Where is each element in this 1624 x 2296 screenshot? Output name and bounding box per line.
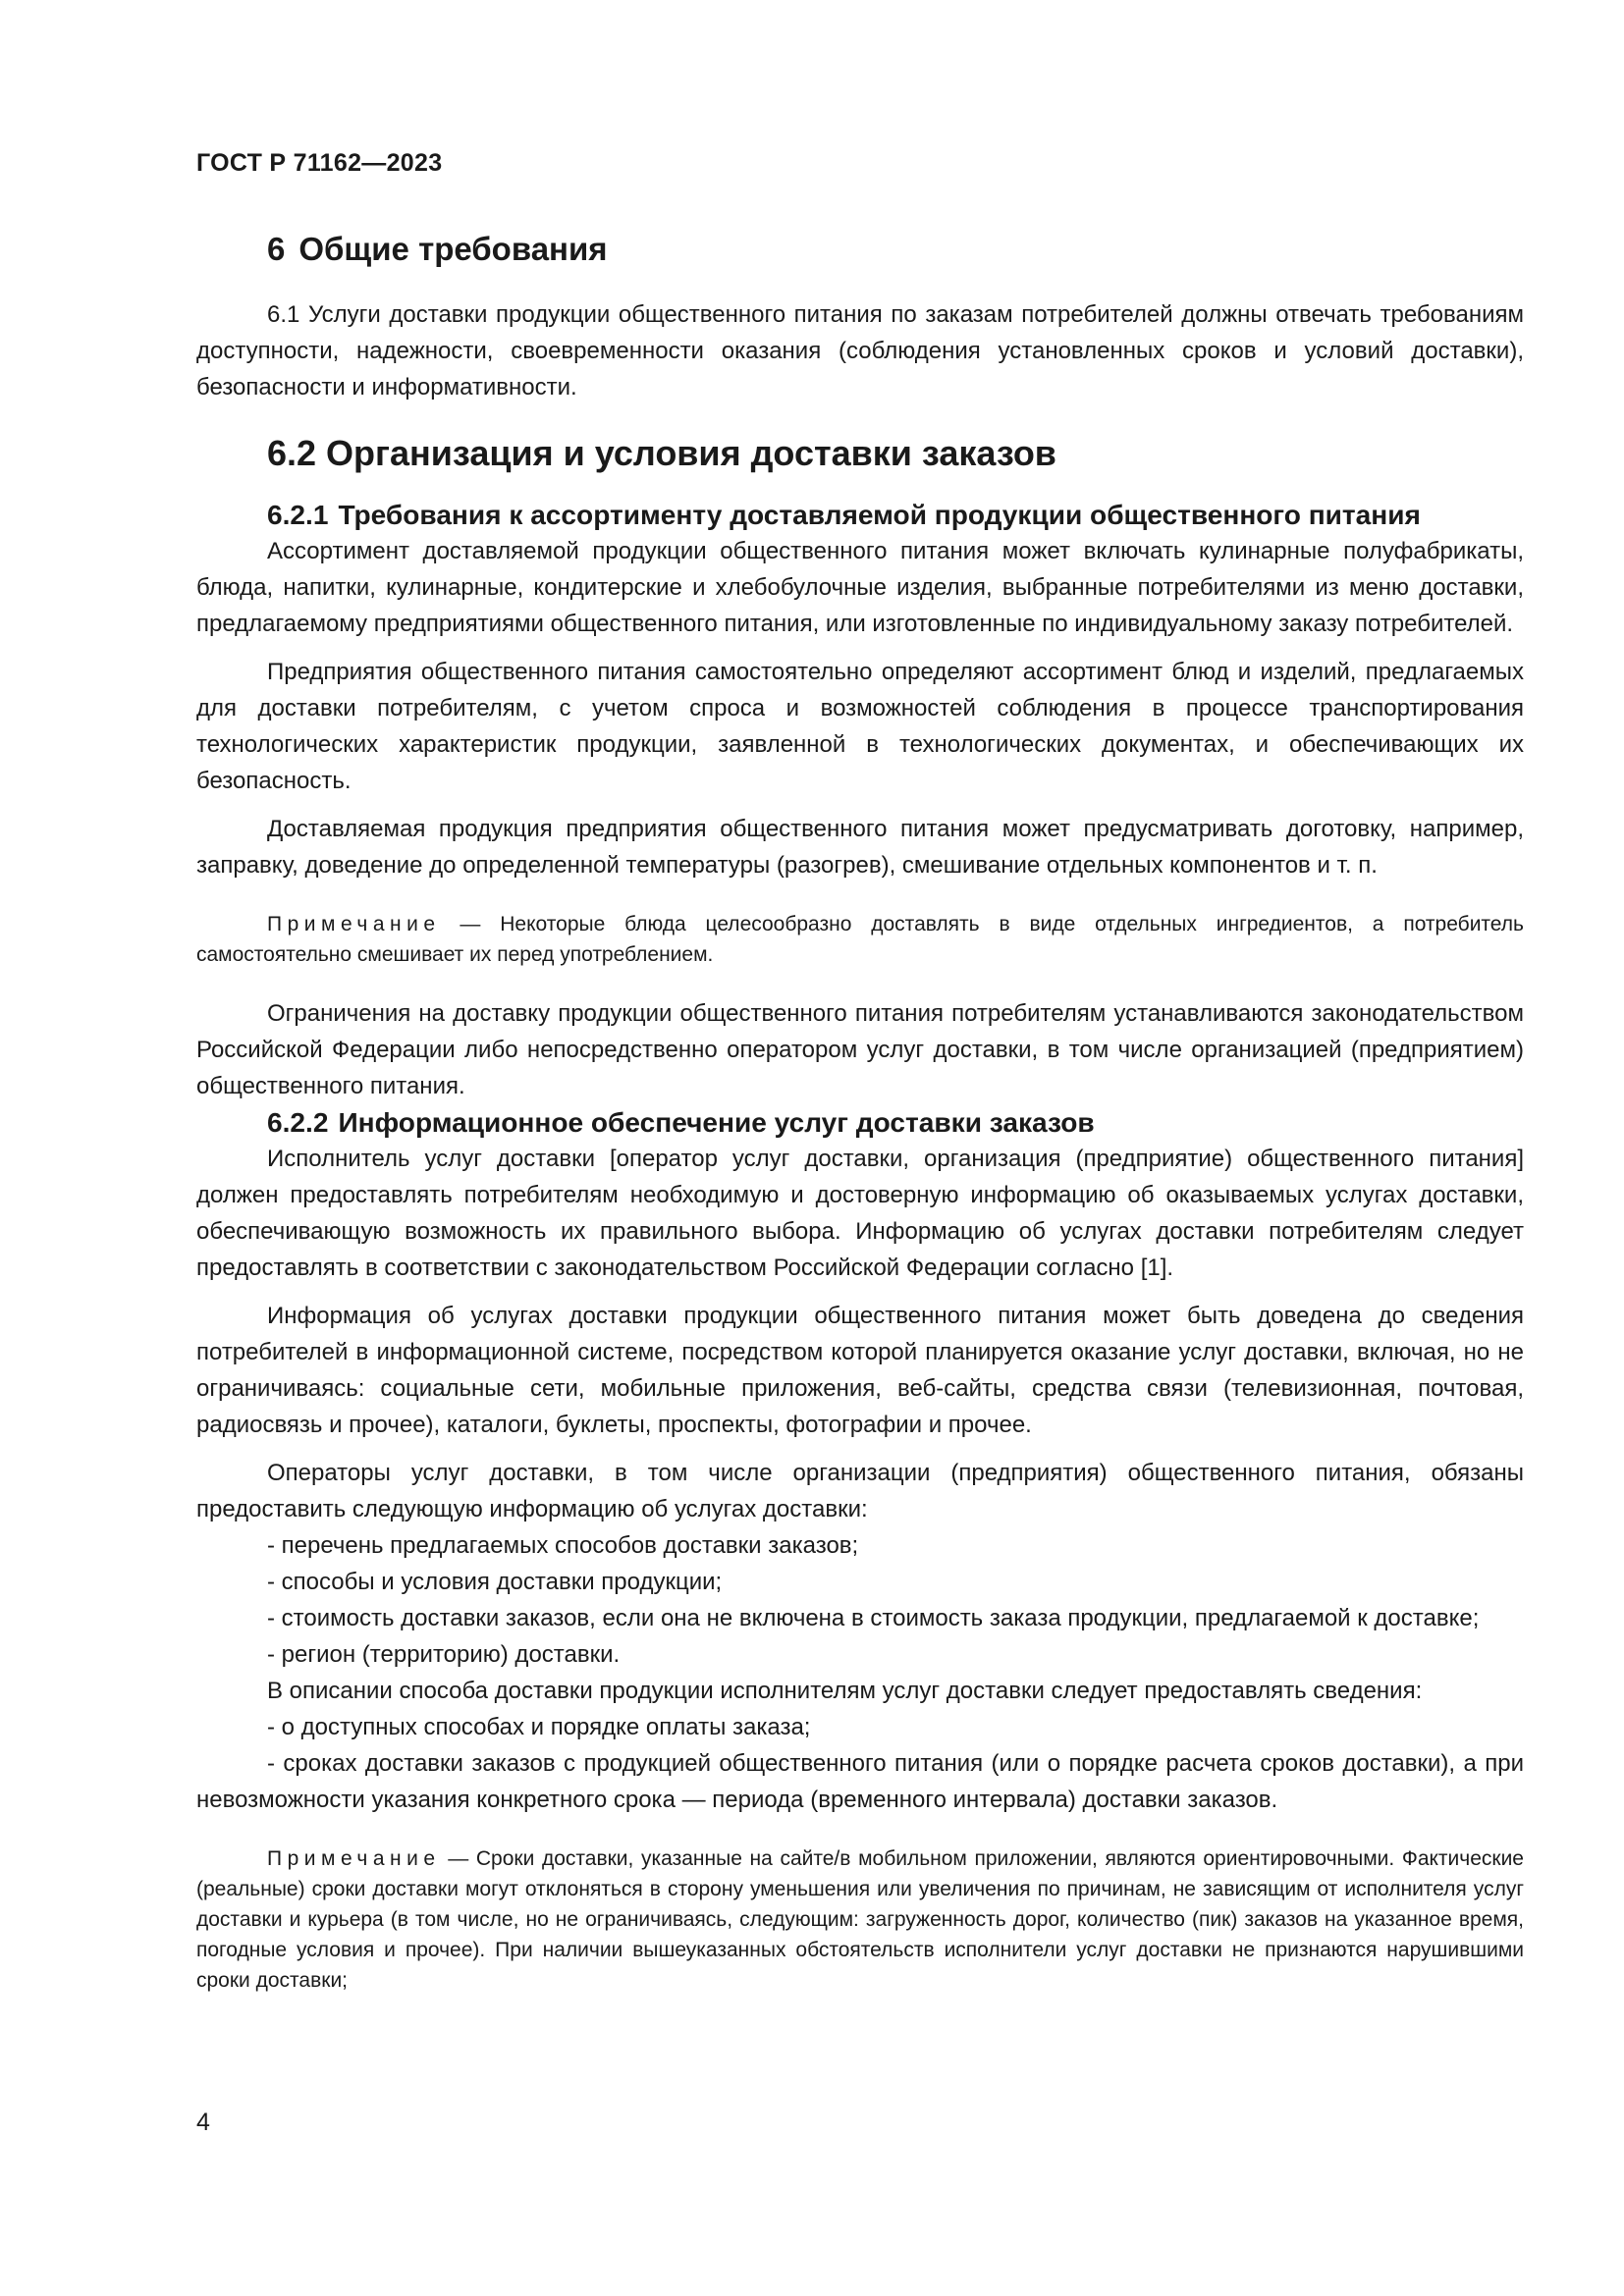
list-item: - перечень предлагаемых способов доставки заказов; xyxy=(267,1532,859,1559)
note-text: — Сроки доставки, указанные на сайте/в мобильном приложении, являются ориентировочными. Фактические (реальные) сроки доставки могут отклоняться в сторону уменьшения или увеличения по причинам, не зависящим от исполнителя услуг доставки и курьера (в том числе, но не ограничиваясь, следующим: загруженность дорог, количество (пик) заказов на указанное время, погодные условия и прочее). При наличии вышеуказанных обстоятельств исполнители услуг доставки не признаются нарушившими сроки доставки; xyxy=(196,1847,1524,1992)
subsection-6-2-1-heading xyxy=(196,497,1524,533)
paragraph-info-2: Информация об услугах доставки продукции общественного питания может быть доведена до сведения потребителей в информационной системе, посредством которой планируется оказание услуг доставки, включая, но не ограничиваясь: социальные сети, мобильные приложения, веб-сайты, средства связи (телевизионная, почтовая, радиосвязь и прочее), каталоги, буклеты, проспекты, фотографии и прочее. xyxy=(196,1303,1524,1438)
note-label: Примечание xyxy=(267,913,441,935)
note-label: Примечание xyxy=(267,1847,441,1870)
page-number: 4 xyxy=(196,2109,210,2136)
paragraph-assortment-1: Ассортимент доставляемой продукции общественного питания может включать кулинарные полуфабрикаты, блюда, напитки, кулинарные, кондитерские и хлебобулочные изделия, выбранные потребителями из меню доставки, предлагаемому предприятиями общественного питания, или изготовленные по индивидуальному заказу потребителей. xyxy=(196,538,1524,637)
paragraph-info-4: В описании способа доставки продукции исполнителям услуг доставки следует предоставлять сведения: xyxy=(267,1678,1423,1704)
document-code-header: ГОСТ Р 71162—2023 xyxy=(196,149,443,177)
section-number: 6 xyxy=(267,231,286,267)
paragraph-info-3: Операторы услуг доставки, в том числе организации (предприятия) общественного питания, обязаны предоставить следующую информацию об услугах доставки: xyxy=(196,1460,1524,1522)
section-title: Общие требования xyxy=(298,231,608,267)
subsection-6-2-heading xyxy=(196,435,1524,471)
subsection-title: Информационное обеспечение услуг доставки заказов xyxy=(338,1107,1095,1138)
subsection-title: Организация и условия доставки заказов xyxy=(326,433,1056,473)
list-item: - о доступных способах и порядке оплаты заказа; xyxy=(267,1714,811,1740)
subsection-6-2-2-heading xyxy=(196,1104,1524,1141)
list-item: - стоимость доставки заказов, если она не включена в стоимость заказа продукции, предлагаемой к доставке; xyxy=(267,1605,1480,1631)
subsection-number: 6.2 xyxy=(267,433,317,473)
note-2 xyxy=(196,1843,1524,1996)
subsection-number: 6.2.1 xyxy=(267,500,329,530)
paragraph-assortment-3: Доставляемая продукция предприятия общественного питания может предусматривать доготовку, например, заправку, доведение до определенной температуры (разогрев), смешивание отдельных компонентов и т. п. xyxy=(196,816,1524,879)
paragraph-info-1: Исполнитель услуг доставки [оператор услуг доставки, организация (предприятие) общественного питания] должен предоставлять потребителям необходимую и достоверную информацию об оказываемых услугах доставки, обеспечивающую возможность их правильного выбора. Информацию об услугах доставки потребителям следует предоставлять в соответствии с законодательством Российской Федерации согласно [1]. xyxy=(196,1146,1524,1281)
paragraph-6-1: 6.1 Услуги доставки продукции общественного питания по заказам потребителей должны отвечать требованиям доступности, надежности, своевременности оказания (соблюдения установленных сроков и условий доставки), безопасности и информативности. xyxy=(196,301,1524,400)
note-1 xyxy=(196,909,1524,970)
paragraph-assortment-2: Предприятия общественного питания самостоятельно определяют ассортимент блюд и изделий, предлагаемых для доставки потребителям, с учетом спроса и возможностей соблюдения в процессе транспортирования технологических характеристик продукции, заявленной в технологических документах, и обеспечивающих их безопасность. xyxy=(196,659,1524,794)
page-content xyxy=(196,228,1524,1996)
paragraph-restrictions: Ограничения на доставку продукции общественного питания потребителям устанавливаются законодательством Российской Федерации либо непосредственно оператором услуг доставки, в том числе организацией (предприятием) общественного питания. xyxy=(196,1000,1524,1099)
subsection-number: 6.2.2 xyxy=(267,1107,329,1138)
subsection-title: Требования к ассортименту доставляемой продукции общественного питания xyxy=(338,500,1421,530)
list-item: - способы и условия доставки продукции; xyxy=(267,1569,723,1595)
note-text: — Некоторые блюда целесообразно доставлять в виде отдельных ингредиентов, а потребитель самостоятельно смешивает их перед употреблением. xyxy=(196,913,1524,966)
list-item: - регион (территорию) доставки. xyxy=(267,1641,621,1668)
section-6-heading xyxy=(196,228,1524,271)
list-item: - сроках доставки заказов с продукцией общественного питания (или о порядке расчета сроков доставки), а при невозможности указания конкретного срока — периода (временного интервала) доставки заказов. xyxy=(196,1750,1524,1813)
